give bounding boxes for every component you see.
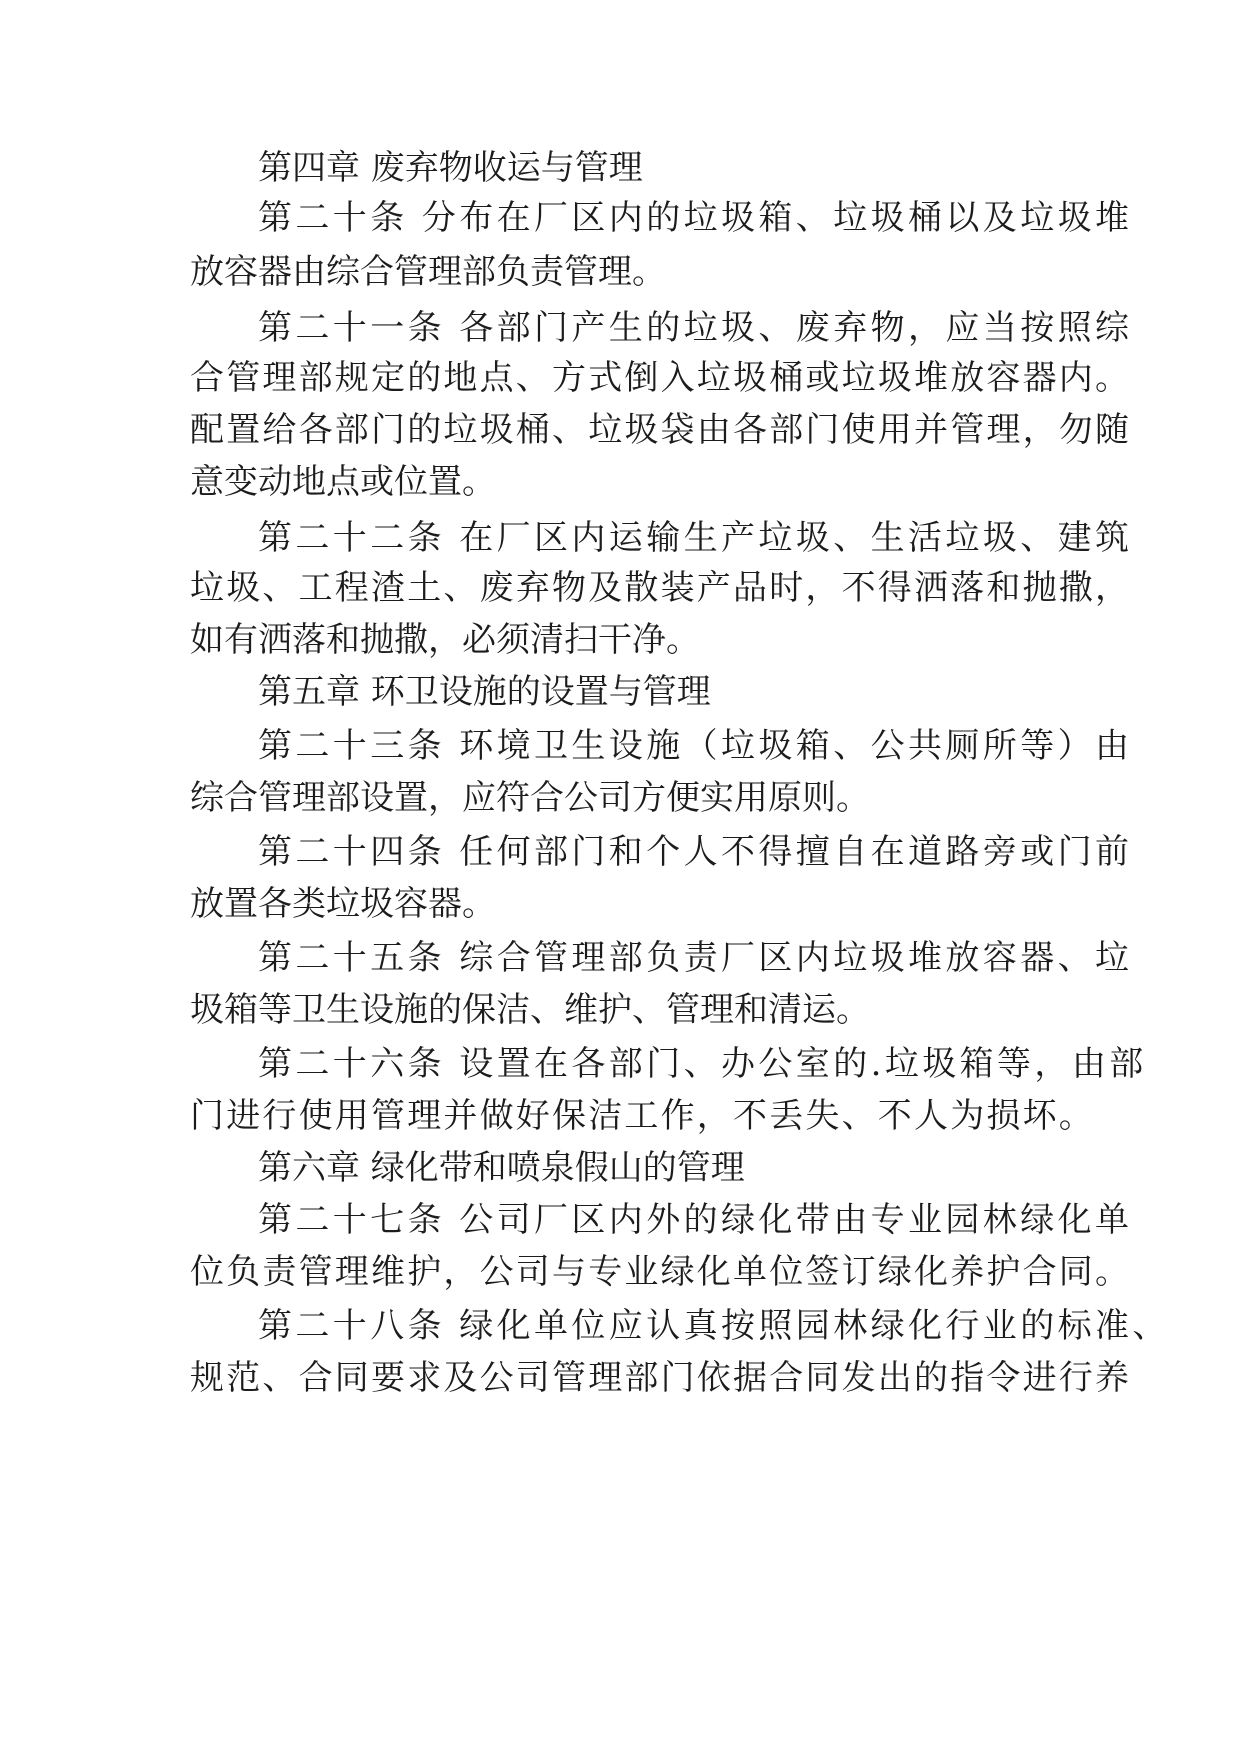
article-20-line-1: 第二十条 分布在厂区内的垃圾箱、垃圾桶以及垃圾堆 <box>258 198 1133 238</box>
article-25-line-1: 第二十五条 综合管理部负责厂区内垃圾堆放容器、垃 <box>258 938 1133 978</box>
article-26-line-2: 门进行使用管理并做好保洁工作，不丢失、不人为损坏。 <box>190 1096 1095 1136</box>
article-23-line-1: 第二十三条 环境卫生设施（垃圾箱、公共厕所等）由 <box>258 726 1133 766</box>
article-21-line-2: 合管理部规定的地点、方式倒入垃圾桶或垃圾堆放容器内。 <box>190 358 1132 398</box>
article-22-line-3: 如有洒落和抛撒，必须清扫干净。 <box>190 620 700 660</box>
article-21-line-1: 第二十一条 各部门产生的垃圾、废弃物，应当按照综 <box>258 308 1133 348</box>
article-25-line-2: 圾箱等卫生设施的保洁、维护、管理和清运。 <box>190 990 870 1030</box>
article-22-line-1: 第二十二条 在厂区内运输生产垃圾、生活垃圾、建筑 <box>258 518 1133 558</box>
article-26-line-1: 第二十六条 设置在各部门、办公室的.垃圾箱等，由部 <box>258 1044 1147 1084</box>
article-21-line-3: 配置给各部门的垃圾桶、垃圾袋由各部门使用并管理，勿随 <box>190 410 1132 450</box>
article-28-line-1: 第二十八条 绿化单位应认真按照园林绿化行业的标准、 <box>258 1306 1170 1346</box>
article-20-line-2: 放容器由综合管理部负责管理。 <box>190 252 666 292</box>
article-23-line-2: 综合管理部设置，应符合公司方便实用原则。 <box>190 778 870 818</box>
article-27-line-2: 位负责管理维护，公司与专业绿化单位签订绿化养护合同。 <box>190 1252 1132 1292</box>
chapter-5-heading: 第五章 环卫设施的设置与管理 <box>258 672 711 712</box>
article-27-line-1: 第二十七条 公司厂区内外的绿化带由专业园林绿化单 <box>258 1200 1133 1240</box>
chapter-4-heading: 第四章 废弃物收运与管理 <box>258 148 643 188</box>
article-24-line-1: 第二十四条 任何部门和个人不得擅自在道路旁或门前 <box>258 832 1133 872</box>
chapter-6-heading: 第六章 绿化带和喷泉假山的管理 <box>258 1148 745 1188</box>
article-21-line-4: 意变动地点或位置。 <box>190 462 496 502</box>
article-28-line-2: 规范、合同要求及公司管理部门依据合同发出的指令进行养 <box>190 1358 1132 1398</box>
article-24-line-2: 放置各类垃圾容器。 <box>190 884 496 924</box>
article-22-line-2: 垃圾、工程渣土、废弃物及散装产品时，不得洒落和抛撒， <box>190 568 1132 608</box>
